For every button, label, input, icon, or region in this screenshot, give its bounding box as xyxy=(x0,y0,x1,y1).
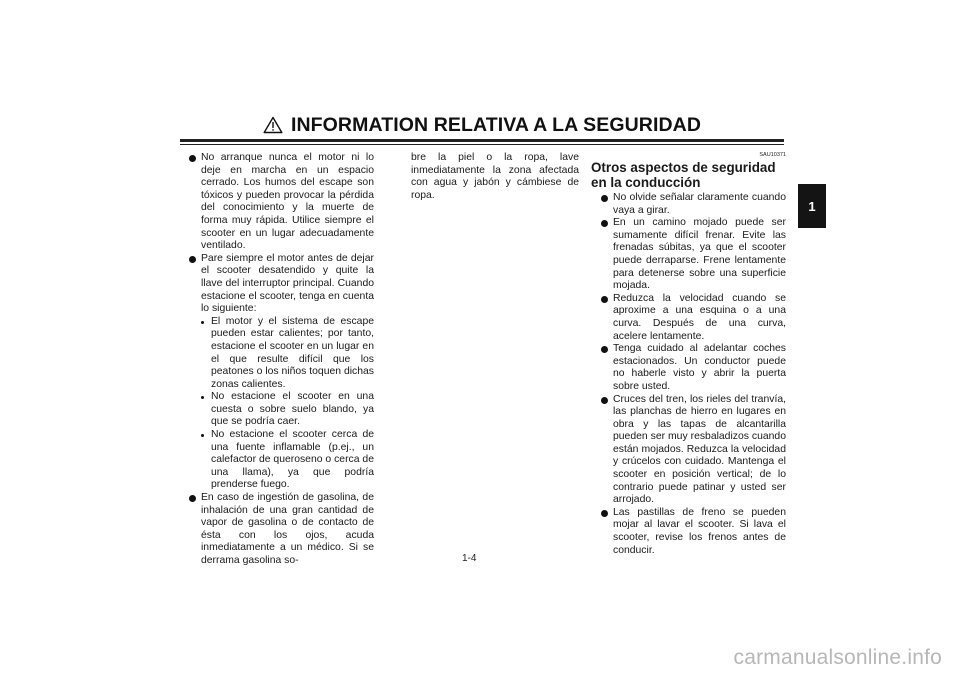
sub-bullet-icon xyxy=(201,396,204,399)
list-item xyxy=(601,343,786,393)
list-item xyxy=(601,217,786,293)
bullet-icon xyxy=(601,346,608,353)
sub-bullet-icon xyxy=(201,321,204,324)
warning-triangle-icon xyxy=(263,116,283,134)
section-code: SAU10371 xyxy=(759,152,786,158)
sub-list-item-text: No estacione el scooter en una cuesta o sobre suelo blando, ya que se podría caer. xyxy=(211,391,374,428)
bullet-icon xyxy=(601,510,608,517)
list-item-text: Las pastillas de freno se pueden mojar al lavar el scooter. Si lava el scooter, revise los frenos antes de conducir. xyxy=(613,506,786,556)
bullet-icon xyxy=(189,256,196,263)
list-item-text: Cruces del tren, los rieles del tranvía, las planchas de hierro en lugares en obra y las tapas de alcantarilla pueden ser muy resbaladizos cuando están mojados. Reduzca la velocidad y crúcelos con cuidado. Mantenga el scooter en posición vertical; de lo contrario puede patinar y usted ser arrojado. xyxy=(613,393,786,506)
sub-list-item xyxy=(189,429,374,492)
column-2 xyxy=(411,152,579,202)
section-heading: Otros aspectos de seguridad en la conducción xyxy=(591,160,776,190)
bullet-icon xyxy=(601,195,608,202)
column-3 xyxy=(591,152,786,557)
sub-list-item-text: El motor y el sistema de escape pueden estar calientes; por tanto, estacione el scooter en un lugar en el que resulte difícil que los peatones o los niños toquen dichas zonas calientes. xyxy=(211,315,374,390)
watermark: carmanualsonline.info xyxy=(733,646,942,669)
list-item xyxy=(189,492,374,568)
sub-list-item-text: No estacione el scooter cerca de una fuente inflamable (p.ej., un calefactor de queroseno o cerca de una llama), ya que podría prenderse fuego. xyxy=(211,429,374,491)
list-item xyxy=(601,293,786,343)
list-item-text: No olvide señalar claramente cuando vaya a girar. xyxy=(613,192,786,216)
bullet-icon xyxy=(189,155,196,162)
list-item-text: Pare siempre el motor antes de dejar el scooter desatendido y quite la llave del interruptor principal. Cuando estacione el scooter, tenga en cuenta lo siguiente: xyxy=(201,252,374,315)
list-item xyxy=(189,152,374,253)
sub-list-item xyxy=(189,391,374,429)
header-rule-thick xyxy=(180,139,784,142)
list-item-text: En caso de ingestión de gasolina, de inhalación de una gran cantidad de vapor de gasolina o de contacto de ésta con los ojos, acuda inmediatamente a un médico. Si se derrama gasolina so- xyxy=(201,492,374,566)
column-1 xyxy=(189,152,374,568)
header-title-row xyxy=(180,114,784,136)
list-item xyxy=(189,253,374,316)
sub-bullet-icon xyxy=(201,434,204,437)
sub-list-item xyxy=(189,316,374,392)
page-title: INFORMATION RELATIVA A LA SEGURIDAD xyxy=(290,113,702,136)
list-item-text: Tenga cuidado al adelantar coches estacionados. Un conductor puede no haberle visto y abrir la puerta sobre usted. xyxy=(613,343,786,392)
list-item xyxy=(601,192,786,217)
list-item xyxy=(601,394,786,507)
page-number: 1-4 xyxy=(462,553,477,564)
bullet-icon xyxy=(601,296,608,303)
chapter-tab-label: 1 xyxy=(808,198,816,214)
bullet-icon xyxy=(189,495,196,502)
bullet-icon xyxy=(601,397,608,404)
chapter-tab xyxy=(798,184,826,228)
list-item-text: No arranque nunca el motor ni lo deje en marcha en un espacio cerrado. Los humos del escape son tóxicos y pueden provocar la pérdida del conocimiento y la muerte de forma muy rápida. Utilice siempre el scooter en un lugar adecuadamente ventilado. xyxy=(201,152,374,252)
list-item-text: Reduzca la velocidad cuando se aproxime a una esquina o a una curva. Después de una curva, acelere lentamente. xyxy=(613,292,786,342)
list-item xyxy=(601,507,786,557)
bullet-icon xyxy=(601,220,608,227)
list-item-text: En un camino mojado puede ser sumamente difícil frenar. Evite las frenadas súbitas, ya que el scooter puede derraparse. Frene lentamente para detenerse sobre una superficie mojada. xyxy=(613,217,786,292)
header-rule-thin xyxy=(180,144,784,145)
page-header xyxy=(180,114,784,136)
continuation-paragraph: bre la piel o la ropa, lave inmediatamente la zona afectada con agua y jabón y cámbiese de ropa. xyxy=(411,152,579,201)
